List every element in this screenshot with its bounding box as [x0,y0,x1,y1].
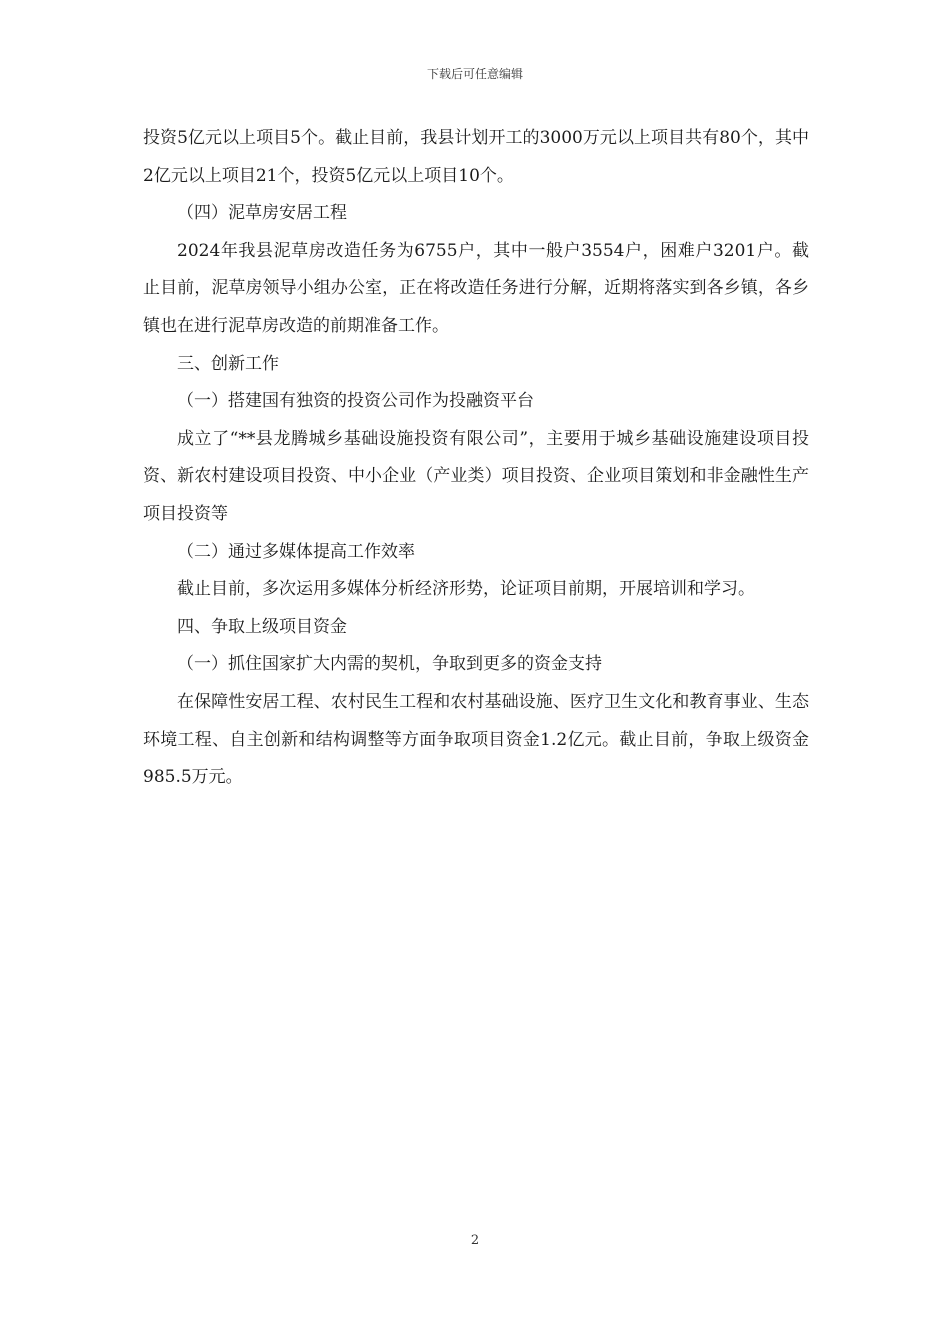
section-heading-domestic-demand: （一）抓住国家扩大内需的契机，争取到更多的资金支持 [177,654,602,675]
paragraph-investment-summary: 投资5亿元以上项目5个。截止目前，我县计划开工的3000万元以上项目共有80个，其中2亿元以上项目21个，投资5亿元以上项目10个。 [143,128,809,186]
section-heading-multimedia: （二）通过多媒体提高工作效率 [177,541,415,562]
section-heading-investment-platform: （一）搭建国有独资的投资公司作为投融资平台 [177,391,534,412]
page-header: 下载后可任意编辑 [426,67,523,81]
section-heading-funding: 四、争取上级项目资金 [177,616,347,637]
paragraph-investment-company: 成立了“**县龙腾城乡基础设施投资有限公司”，主要用于城乡基础设施建设项目投资、新农村建设项目投资、中小企业（产业类）项目投资、企业项目策划和非金融性生产项目投资等 [143,428,809,524]
section-heading-mud-house: （四）泥草房安居工程 [177,203,347,224]
page-number: 2 [470,1233,480,1248]
section-heading-innovation: 三、创新工作 [177,353,279,374]
paragraph-multimedia: 截止目前，多次运用多媒体分析经济形势，论证项目前期，开展培训和学习。 [177,579,755,600]
paragraph-mud-house-task: 2024年我县泥草房改造任务为6755户，其中一般户3554户，困难户3201户。截止目前，泥草房领导小组办公室，正在将改造任务进行分解，近期将落实到各乡镇，各乡镇也在进行泥草房改造的前期准备工作。 [143,240,809,336]
document-body [143,120,809,797]
paragraph-funding-results: 在保障性安居工程、农村民生工程和农村基础设施、医疗卫生文化和教育事业、生态环境工程、自主创新和结构调整等方面争取项目资金1.2亿元。截止目前，争取上级资金985.5万元。 [143,691,809,788]
